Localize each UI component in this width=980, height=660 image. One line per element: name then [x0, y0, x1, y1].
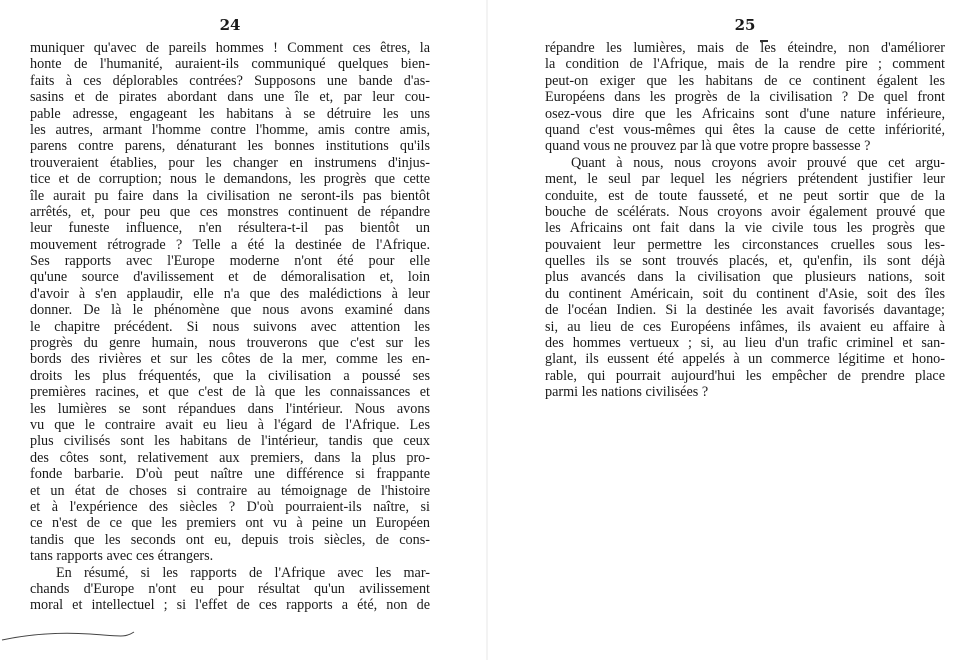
- text-line: Européens dans les progrès de la civilisation ? De quel front: [545, 89, 945, 106]
- text-line: quand vous ne prouvez par là que votre propre bassesse ?: [545, 138, 871, 155]
- text-line: chands d'Europe n'ont eu pour résultat qu'un avilissement: [30, 580, 430, 597]
- text-line: île aurait pu faire dans la civilisation ne seront-ils pas bientôt: [30, 187, 430, 204]
- text-line: premières racines, et que c'est de là que les connaissances et: [30, 384, 430, 401]
- left-page: [30, 0, 430, 614]
- text-line: la condition de l'Afrique, mais de la rendre pire ; comment: [545, 56, 945, 73]
- text-line: bouche de scélérats. Nous croyons avoir également prouvé que: [545, 203, 945, 220]
- text-line: les Africains ont fait dans la vie civile tous les progrès que: [545, 220, 945, 237]
- text-line: fonde barbarie. D'où peut naître une différence si frappante: [30, 466, 430, 483]
- text-line: mouvement rétrograde ? Telle a été la destinée de l'Afrique.: [30, 236, 430, 253]
- page-number-left: 24: [219, 16, 241, 34]
- text-line: de l'océan Indien. Si la destinée les avait favorisés davantage;: [545, 302, 945, 319]
- text-line: répandre les lumières, mais de les éteindre, non d'améliorer: [545, 40, 945, 56]
- text-line: En résumé, si les rapports de l'Afrique avec les mar-: [56, 564, 430, 581]
- gutter: [486, 0, 488, 660]
- text-line: tandis que les seconds ont eu, depuis trois siècles, de cons-: [30, 531, 430, 548]
- text-line: Ses rapports avec l'Europe moderne n'ont été pour elle: [30, 253, 430, 270]
- text-line: quelles ils se sont trouvés placés, et, qu'enfin, ils sont déjà: [545, 253, 945, 270]
- text-line: parens contre parens, dénaturant les bonnes institutions qu'ils: [30, 138, 430, 155]
- text-line: des côtes sont, relativement aux premiers, dans la plus pro-: [30, 449, 430, 466]
- text-line: osez-vous dire que les Africains sont d'une nature inférieure,: [545, 105, 945, 122]
- text-line: vu que le contraire avait eu lieu à l'égard de l'Afrique. Les: [30, 416, 430, 433]
- text-line: conduite, est de toute fausseté, et ne peut sortir que de la: [545, 187, 945, 204]
- right-page-text: [545, 40, 945, 401]
- text-line: du continent Américain, soit du continent d'Asie, soit des îles: [545, 285, 945, 302]
- text-line: arrêtés, et, pour peu que ces monstres continuent de répandre: [30, 203, 430, 220]
- text-line: pable adresse, engageant les habitans à se détruire les uns: [30, 105, 430, 122]
- text-line: droits les plus fréquentés, que la civilisation a poussé ses: [30, 367, 430, 384]
- text-line: et à l'expérience des siècles ? D'où pourraient-ils naître, si: [30, 498, 430, 515]
- text-line: rable, qui pourrait aujourd'hui les empêcher de prendre place: [545, 367, 945, 384]
- text-line: ment, le seul par lequel les négriers prétendent justifier leur: [545, 171, 945, 188]
- text-line: et un état de choses si contraire au témoignage de l'histoire: [30, 482, 430, 499]
- text-line: sasins et de pirates abordant dans une île et, par leur cou-: [30, 89, 430, 106]
- right-page: [545, 0, 945, 401]
- text-line: parmi les nations civilisées ?: [545, 384, 709, 401]
- text-line: Quant à nous, nous croyons avoir prouvé que cet argu-: [571, 154, 945, 171]
- text-line: les autres, armant l'homme contre l'homme, amis contre amis,: [30, 121, 430, 138]
- page-number-right: 25: [734, 16, 756, 34]
- text-line: ce n'est de ce que les premiers ont vu à peine un Européen: [30, 515, 430, 532]
- text-line: progrès du genre humain, nous trouverons que c'est sur les: [30, 335, 430, 352]
- text-line: moral et intellectuel ; si l'effet de ces rapports a été, non de: [30, 597, 430, 614]
- text-line: plus avancés dans la civilisation que plusieurs nations, soit: [545, 269, 945, 286]
- text-line: d'avoir à s'en applaudir, elle n'a que des malédictions à leur: [30, 285, 430, 302]
- text-line: quand c'est vous-mêmes qui êtes la cause de cette infériorité,: [545, 121, 945, 138]
- text-line: leur funeste influence, n'en résultera-t-il pas bientôt un: [30, 220, 430, 237]
- text-line: pouvaient leur permettre les circonstances cruelles sous les-: [545, 236, 945, 253]
- text-line: muniquer qu'avec de pareils hommes ! Comment ces êtres, la: [30, 40, 430, 56]
- text-line: tice et de corruption; nous le demandons, les progrès que cette: [30, 171, 430, 188]
- text-line: des hommes vertueux ; si, au lieu d'un trafic criminel et san-: [545, 335, 945, 352]
- left-page-text: [30, 40, 430, 614]
- handwritten-underline-mark: [0, 628, 140, 648]
- text-line: peut-on exiger que les habitans de ce continent égalent les: [545, 72, 945, 89]
- text-line: bords des rivières et sur les côtes de la mer, comme les en-: [30, 351, 430, 368]
- text-line: glant, ils eussent été appelés à un commerce légitime et hono-: [545, 351, 945, 368]
- text-line: qu'une source d'avilissement et de démoralisation et, loin: [30, 269, 430, 286]
- text-line: trouveraient établies, pour les changer en instrumens d'injus-: [30, 154, 430, 171]
- text-line: faits à ces déplorables contrées? Supposons une bande d'as-: [30, 72, 430, 89]
- text-line: donner. De là le phénomène que nous avons examiné dans: [30, 302, 430, 319]
- text-line: tans rapports avec ces étrangers.: [30, 548, 214, 565]
- text-line: le chapitre précédent. Si nous suivons avec attention les: [30, 318, 430, 335]
- text-line: les lumières se sont répandues dans l'intérieur. Nous avons: [30, 400, 430, 417]
- text-line: si, au lieu de ces Européens infâmes, ils avaient eu affaire à: [545, 318, 945, 335]
- text-line: plus civilisés sont les habitans de l'intérieur, tandis que ceux: [30, 433, 430, 450]
- text-line: honte de l'humanité, auraient-ils communiqué quelques bien-: [30, 56, 430, 73]
